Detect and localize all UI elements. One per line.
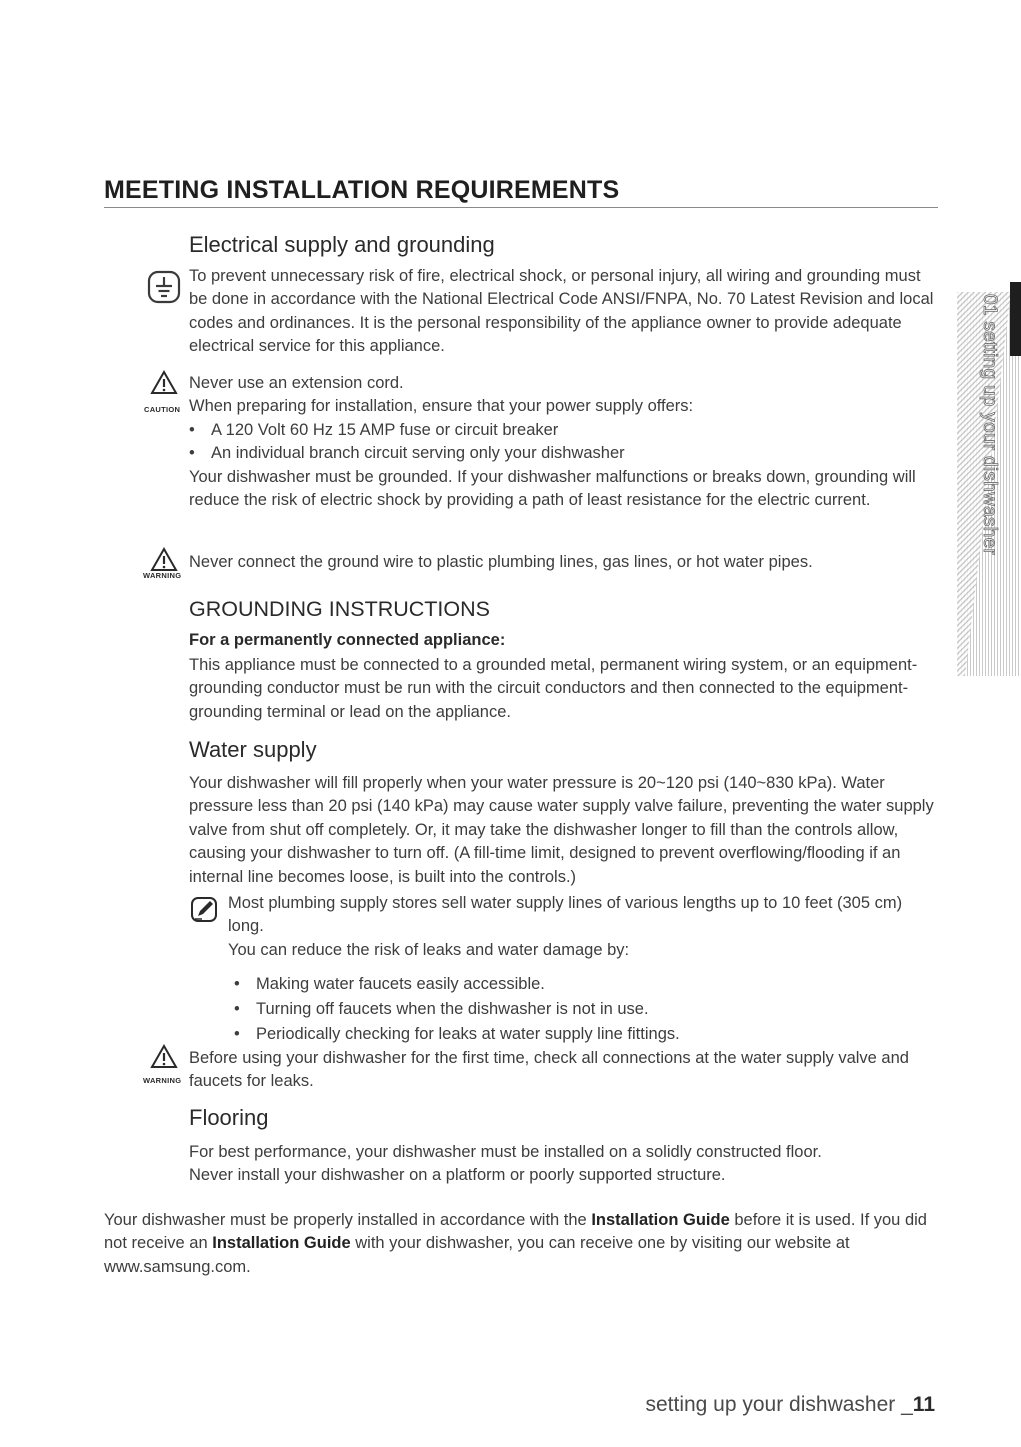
list-item: • An individual branch circuit serving only your dishwasher xyxy=(189,442,939,465)
flooring-line-2: Never install your dishwasher on a platform or poorly supported structure. xyxy=(189,1166,726,1185)
page-footer xyxy=(645,1393,935,1417)
flooring-heading: Flooring xyxy=(189,1105,269,1130)
side-tab-label: 01 setting up your dishwasher xyxy=(979,294,1000,556)
closing-text: before it is used. If you did not receive an xyxy=(104,1211,927,1253)
caution-line-1: Never use an extension cord. xyxy=(189,374,404,392)
closing-paragraph xyxy=(104,1209,938,1279)
reduce-text: You can reduce the risk of leaks and water damage by: xyxy=(228,940,630,959)
water-text: Your dishwasher will fill properly when your water pressure is 20~120 psi (140~830 kPa). Water pressure less than 20 psi (140 kPa) may cause water supply valve failure, preventing the water supply valve from shut off completely. Or, it may take the dishwasher longer to fill than the controls allow, causing your dishwasher to turn off. (A fill-time limit, designed to prevent overflowing/flooding if an internal line becomes loose, is built into the controls.) xyxy=(189,774,934,886)
installation-guide-emphasis: Installation Guide xyxy=(212,1234,351,1253)
flooring-line-1: For best performance, your dishwasher must be installed on a solidly constructed floor. xyxy=(189,1143,822,1161)
warning-label: WARNING xyxy=(143,1076,182,1085)
closing-text: Your dishwasher must be properly installed in accordance with the xyxy=(104,1211,592,1229)
warning-label: WARNING xyxy=(143,571,182,580)
caution-block xyxy=(189,372,939,512)
grounding-heading: GROUNDING INSTRUCTIONS xyxy=(189,597,490,621)
electrical-intro: To prevent unnecessary risk of fire, electrical shock, or personal injury, all wiring and grounding must be done in accordance with the National Electrical Code ANSI/FNPA, No. 70 Latest Revision and local codes and ordinances. It is the personal responsibility of the appliance owner to provide adequate electrical service for this appliance. xyxy=(189,267,934,356)
flooring-block xyxy=(189,1141,939,1188)
caution-label: CAUTION xyxy=(144,405,181,414)
note-block xyxy=(228,892,928,1047)
water-heading: Water supply xyxy=(189,737,317,762)
page-title: MEETING INSTALLATION REQUIREMENTS xyxy=(104,176,938,208)
warning-triangle-icon xyxy=(150,547,178,572)
warning-triangle-icon xyxy=(150,1044,178,1069)
list-item: • A 120 Volt 60 Hz 15 AMP fuse or circuit breaker xyxy=(189,419,939,442)
list-item: • Periodically checking for leaks at water supply line fittings. xyxy=(234,1022,928,1047)
grounding-text: This appliance must be connected to a grounded metal, permanent wiring system, or an equipment-grounding conductor must be run with the circuit conductors and then connected to the equipment-grounding terminal or lead on the appliance. xyxy=(189,656,918,721)
grounded-text: Your dishwasher must be grounded. If your dishwasher malfunctions or breaks down, grounding will reduce the risk of electric shock by providing a path of least resistance for the electric current. xyxy=(189,467,916,510)
caution-triangle-icon xyxy=(150,370,178,395)
installation-guide-emphasis: Installation Guide xyxy=(591,1211,730,1229)
note-text: Most plumbing supply stores sell water supply lines of various lengths up to 10 feet (305 cm) long. xyxy=(228,894,903,936)
closing-text: with your dishwasher, you can receive one by visiting our website at www.samsung.com. xyxy=(104,1234,850,1276)
footer-text: setting up your dishwasher _ xyxy=(645,1393,913,1416)
electrical-heading: Electrical supply and grounding xyxy=(189,232,495,257)
note-pencil-icon xyxy=(190,896,220,924)
caution-line-2: When preparing for installation, ensure that your power supply offers: xyxy=(189,397,694,416)
page-number: 11 xyxy=(912,1393,935,1416)
list-item: • Turning off faucets when the dishwasher is not in use. xyxy=(234,997,928,1022)
power-requirements-list xyxy=(189,419,939,466)
leak-prevention-list xyxy=(234,972,928,1047)
grounding-subheading: For a permanently connected appliance: xyxy=(189,631,506,649)
warning-text: Never connect the ground wire to plastic plumbing lines, gas lines, or hot water pipes. xyxy=(189,553,813,571)
list-item: • Making water faucets easily accessible. xyxy=(234,972,928,997)
ground-symbol-icon xyxy=(147,270,181,304)
water-warning-text: Before using your dishwasher for the first time, check all connections at the water supply valve and faucets for leaks. xyxy=(189,1049,909,1091)
